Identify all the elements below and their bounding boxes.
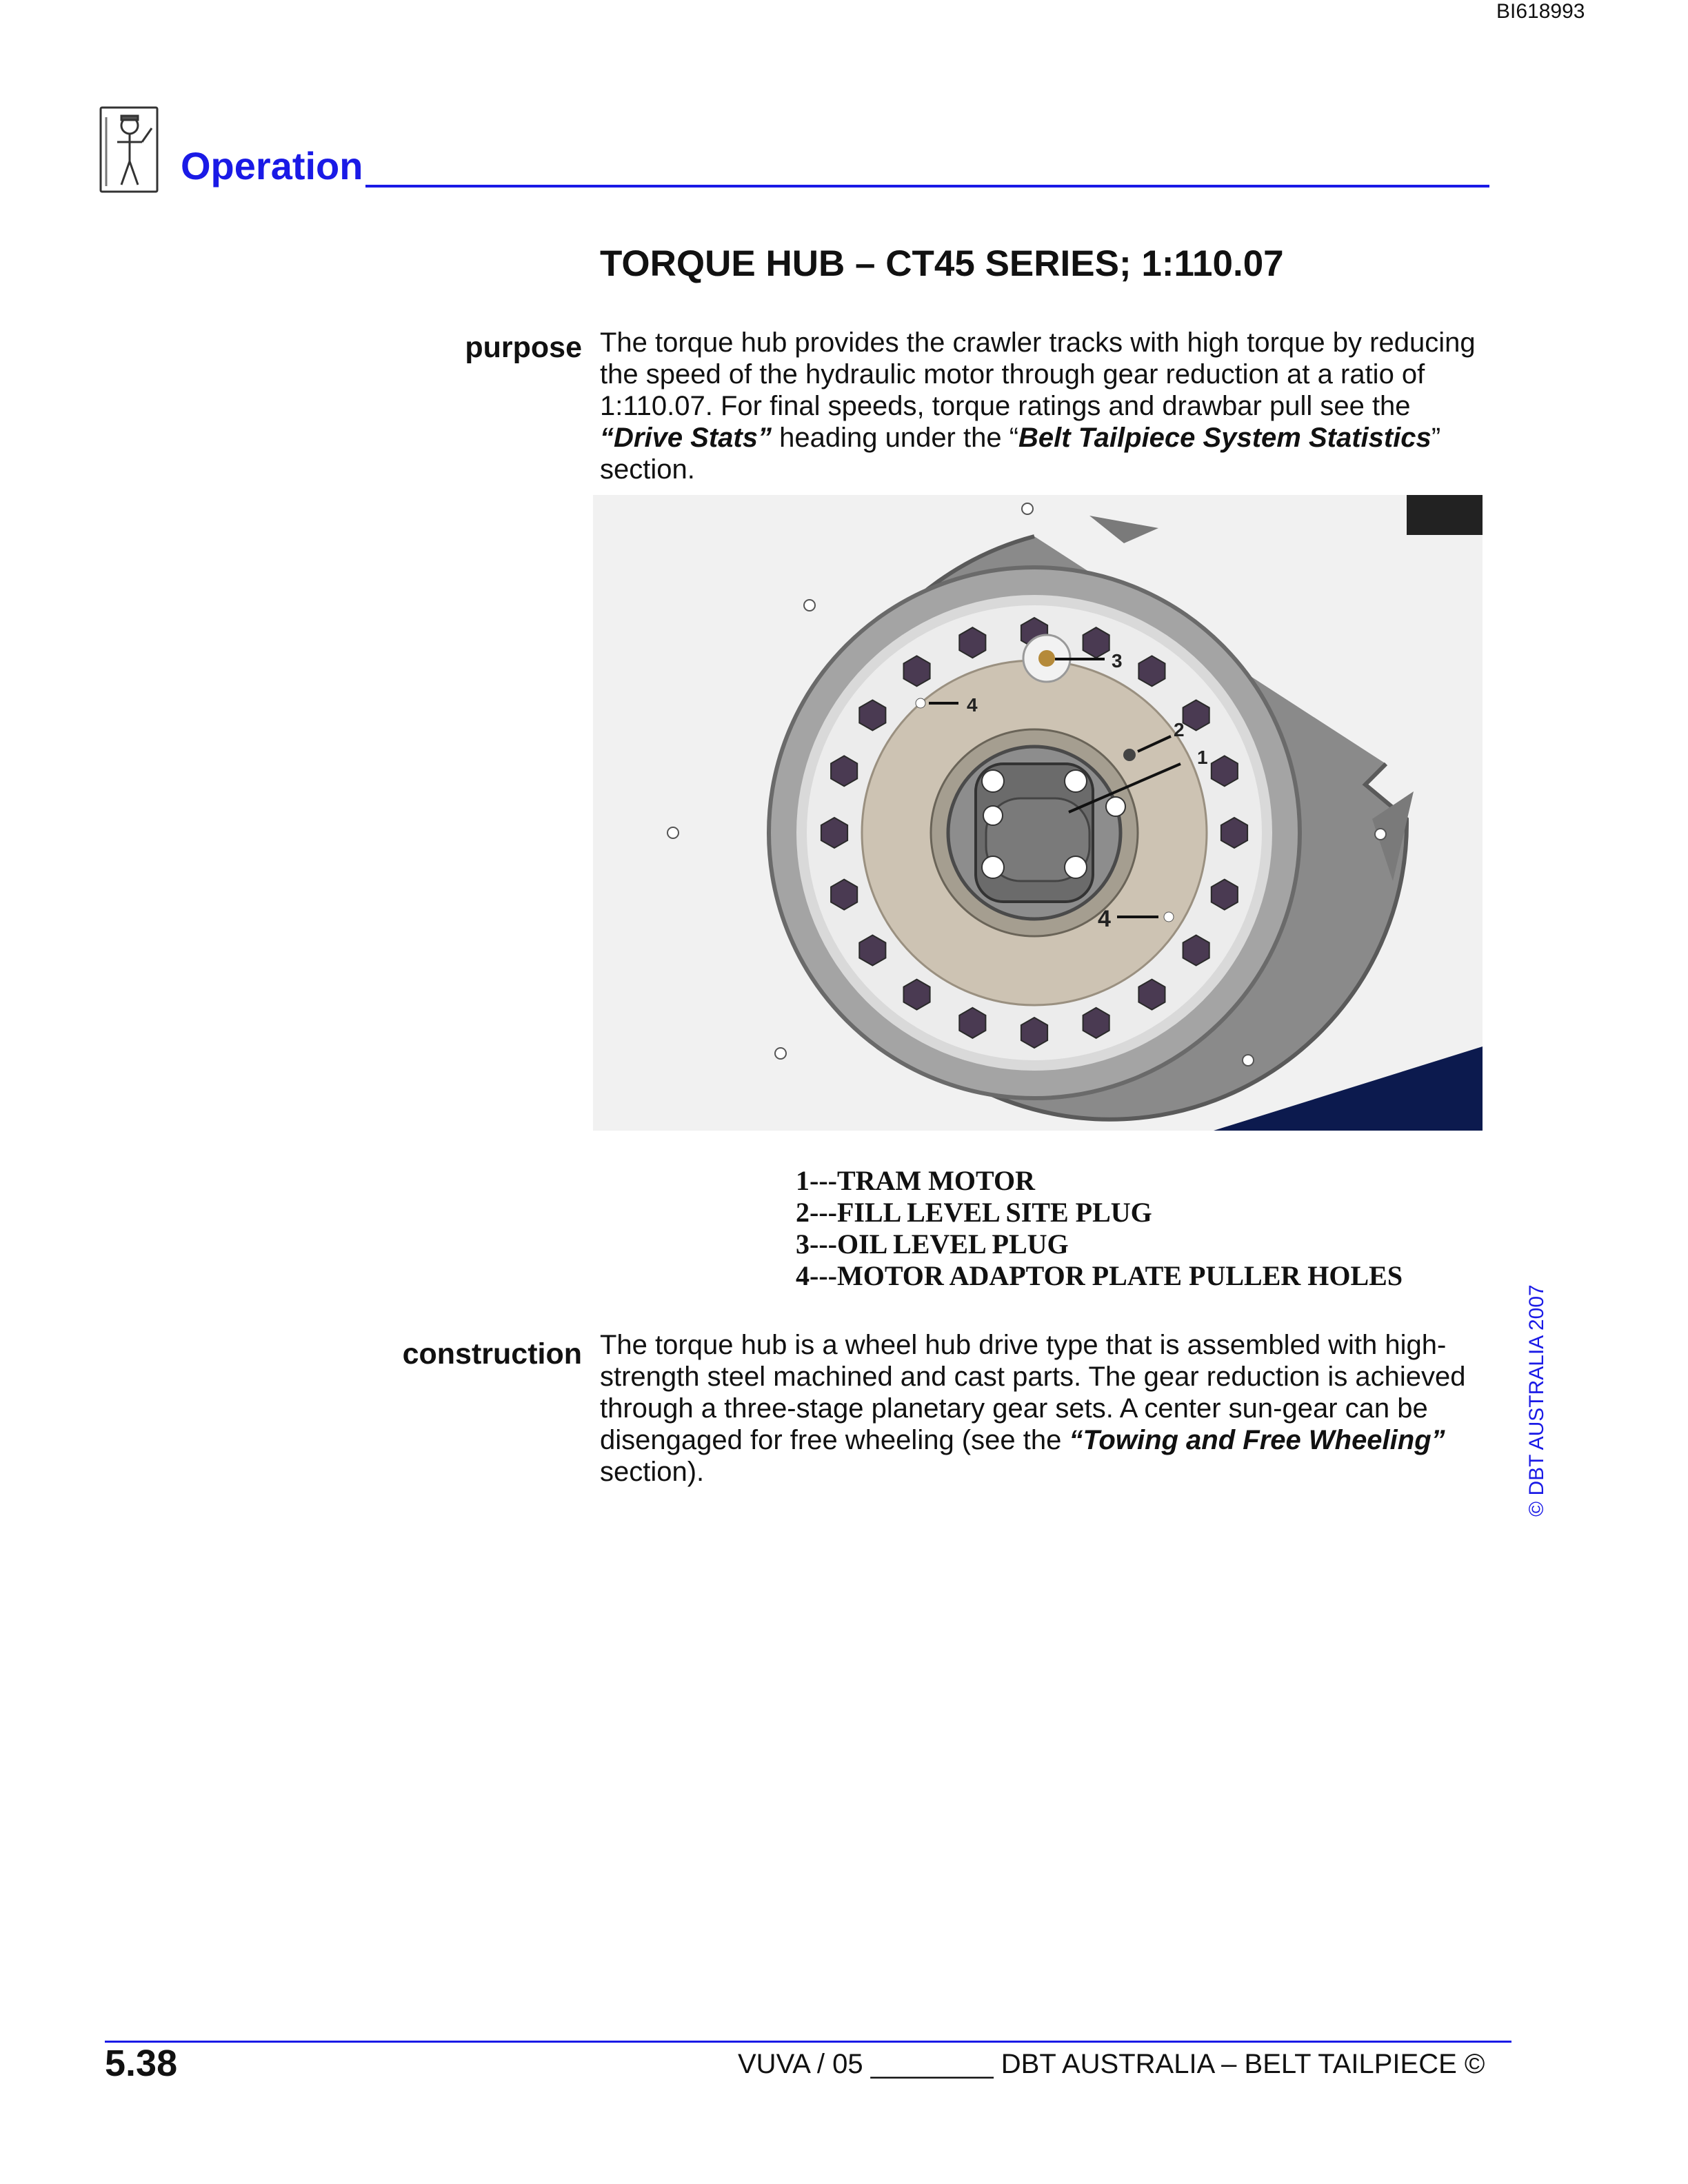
page-number: 5.38: [105, 2043, 178, 2084]
callout-4-marker-bottom: 4: [1098, 906, 1111, 932]
bolt-head: [859, 700, 885, 731]
construction-text-1: The torque hub is a wheel hub drive type that is assembled with high-strength steel machined and cast parts. The gear reduction is achieved through a three-stage planetary gear sets. A center sun-gear can be disengaged for free wheeling (see the: [600, 1330, 1466, 1455]
callout-4-marker-top: 4: [967, 694, 978, 716]
bolt-head: [1183, 936, 1209, 966]
bolt-head: [831, 880, 857, 910]
bolt-head: [821, 818, 847, 848]
bolt-head: [1083, 1008, 1109, 1038]
bolt-head: [1021, 1018, 1047, 1048]
callout-3-marker: 3: [1112, 650, 1123, 671]
construction-paragraph: [600, 1329, 1496, 1488]
torque-hub-figure: [593, 495, 1483, 1131]
purpose-label: purpose: [465, 331, 582, 364]
bolt-head: [1212, 880, 1238, 910]
bolt-head: [1138, 980, 1165, 1010]
side-copyright: [1518, 1241, 1560, 1655]
section-title: Operation: [181, 144, 363, 188]
purpose-text-1: The torque hub provides the crawler tracks with high torque by reducing the speed of the hydraulic motor through gear reduction at a ratio of 1:110.07. For final speeds, torque ratings and drawbar pull see the: [600, 327, 1476, 421]
bolt-head: [959, 627, 985, 658]
bolt-head: [1221, 818, 1247, 848]
footer-text: VUVA / 05 ________ DBT AUSTRALIA – BELT TAILPIECE ©: [738, 2049, 1485, 2079]
document-id: BI618993: [1496, 0, 1585, 23]
system-statistics-ref: Belt Tailpiece System Statistics: [1018, 423, 1431, 453]
section-title-rule: [365, 185, 1489, 188]
callout-1: 1---TRAM MOTOR: [796, 1165, 1035, 1196]
figure-callout-list: [796, 1165, 1403, 1292]
callout-2-marker: 2: [1174, 719, 1185, 740]
bolt-head: [904, 656, 930, 686]
callout-2: 2---FILL LEVEL SITE PLUG: [796, 1197, 1152, 1228]
page-title: TORQUE HUB – CT45 SERIES; 1:110.07: [600, 243, 1284, 284]
bolt-head: [1212, 756, 1238, 786]
bolt-head: [1138, 656, 1165, 686]
construction-text-2: section).: [600, 1457, 705, 1487]
purpose-text-3: ” section.: [600, 423, 1441, 485]
bolt-head: [859, 936, 885, 966]
bolt-head: [831, 756, 857, 786]
footer-rule: [105, 2041, 1511, 2043]
towing-ref: “Towing and Free Wheeling”: [1069, 1425, 1445, 1455]
drive-stats-ref: “Drive Stats”: [600, 423, 772, 453]
bolt-head: [1083, 627, 1109, 658]
purpose-text-2: heading under the “: [771, 423, 1019, 453]
callout-3: 3---OIL LEVEL PLUG: [796, 1228, 1069, 1260]
callout-4: 4---MOTOR ADAPTOR PLATE PULLER HOLES: [796, 1260, 1403, 1291]
bolt-head: [904, 980, 930, 1010]
callout-1-marker: 1: [1197, 747, 1208, 768]
purpose-paragraph: [600, 327, 1496, 485]
construction-label: construction: [402, 1337, 582, 1371]
bolt-head: [959, 1008, 985, 1038]
operator-icon: [97, 103, 165, 200]
bolt-head: [1183, 700, 1209, 731]
side-copyright-text: © DBT AUSTRALIA 2007: [1525, 1284, 1548, 1517]
